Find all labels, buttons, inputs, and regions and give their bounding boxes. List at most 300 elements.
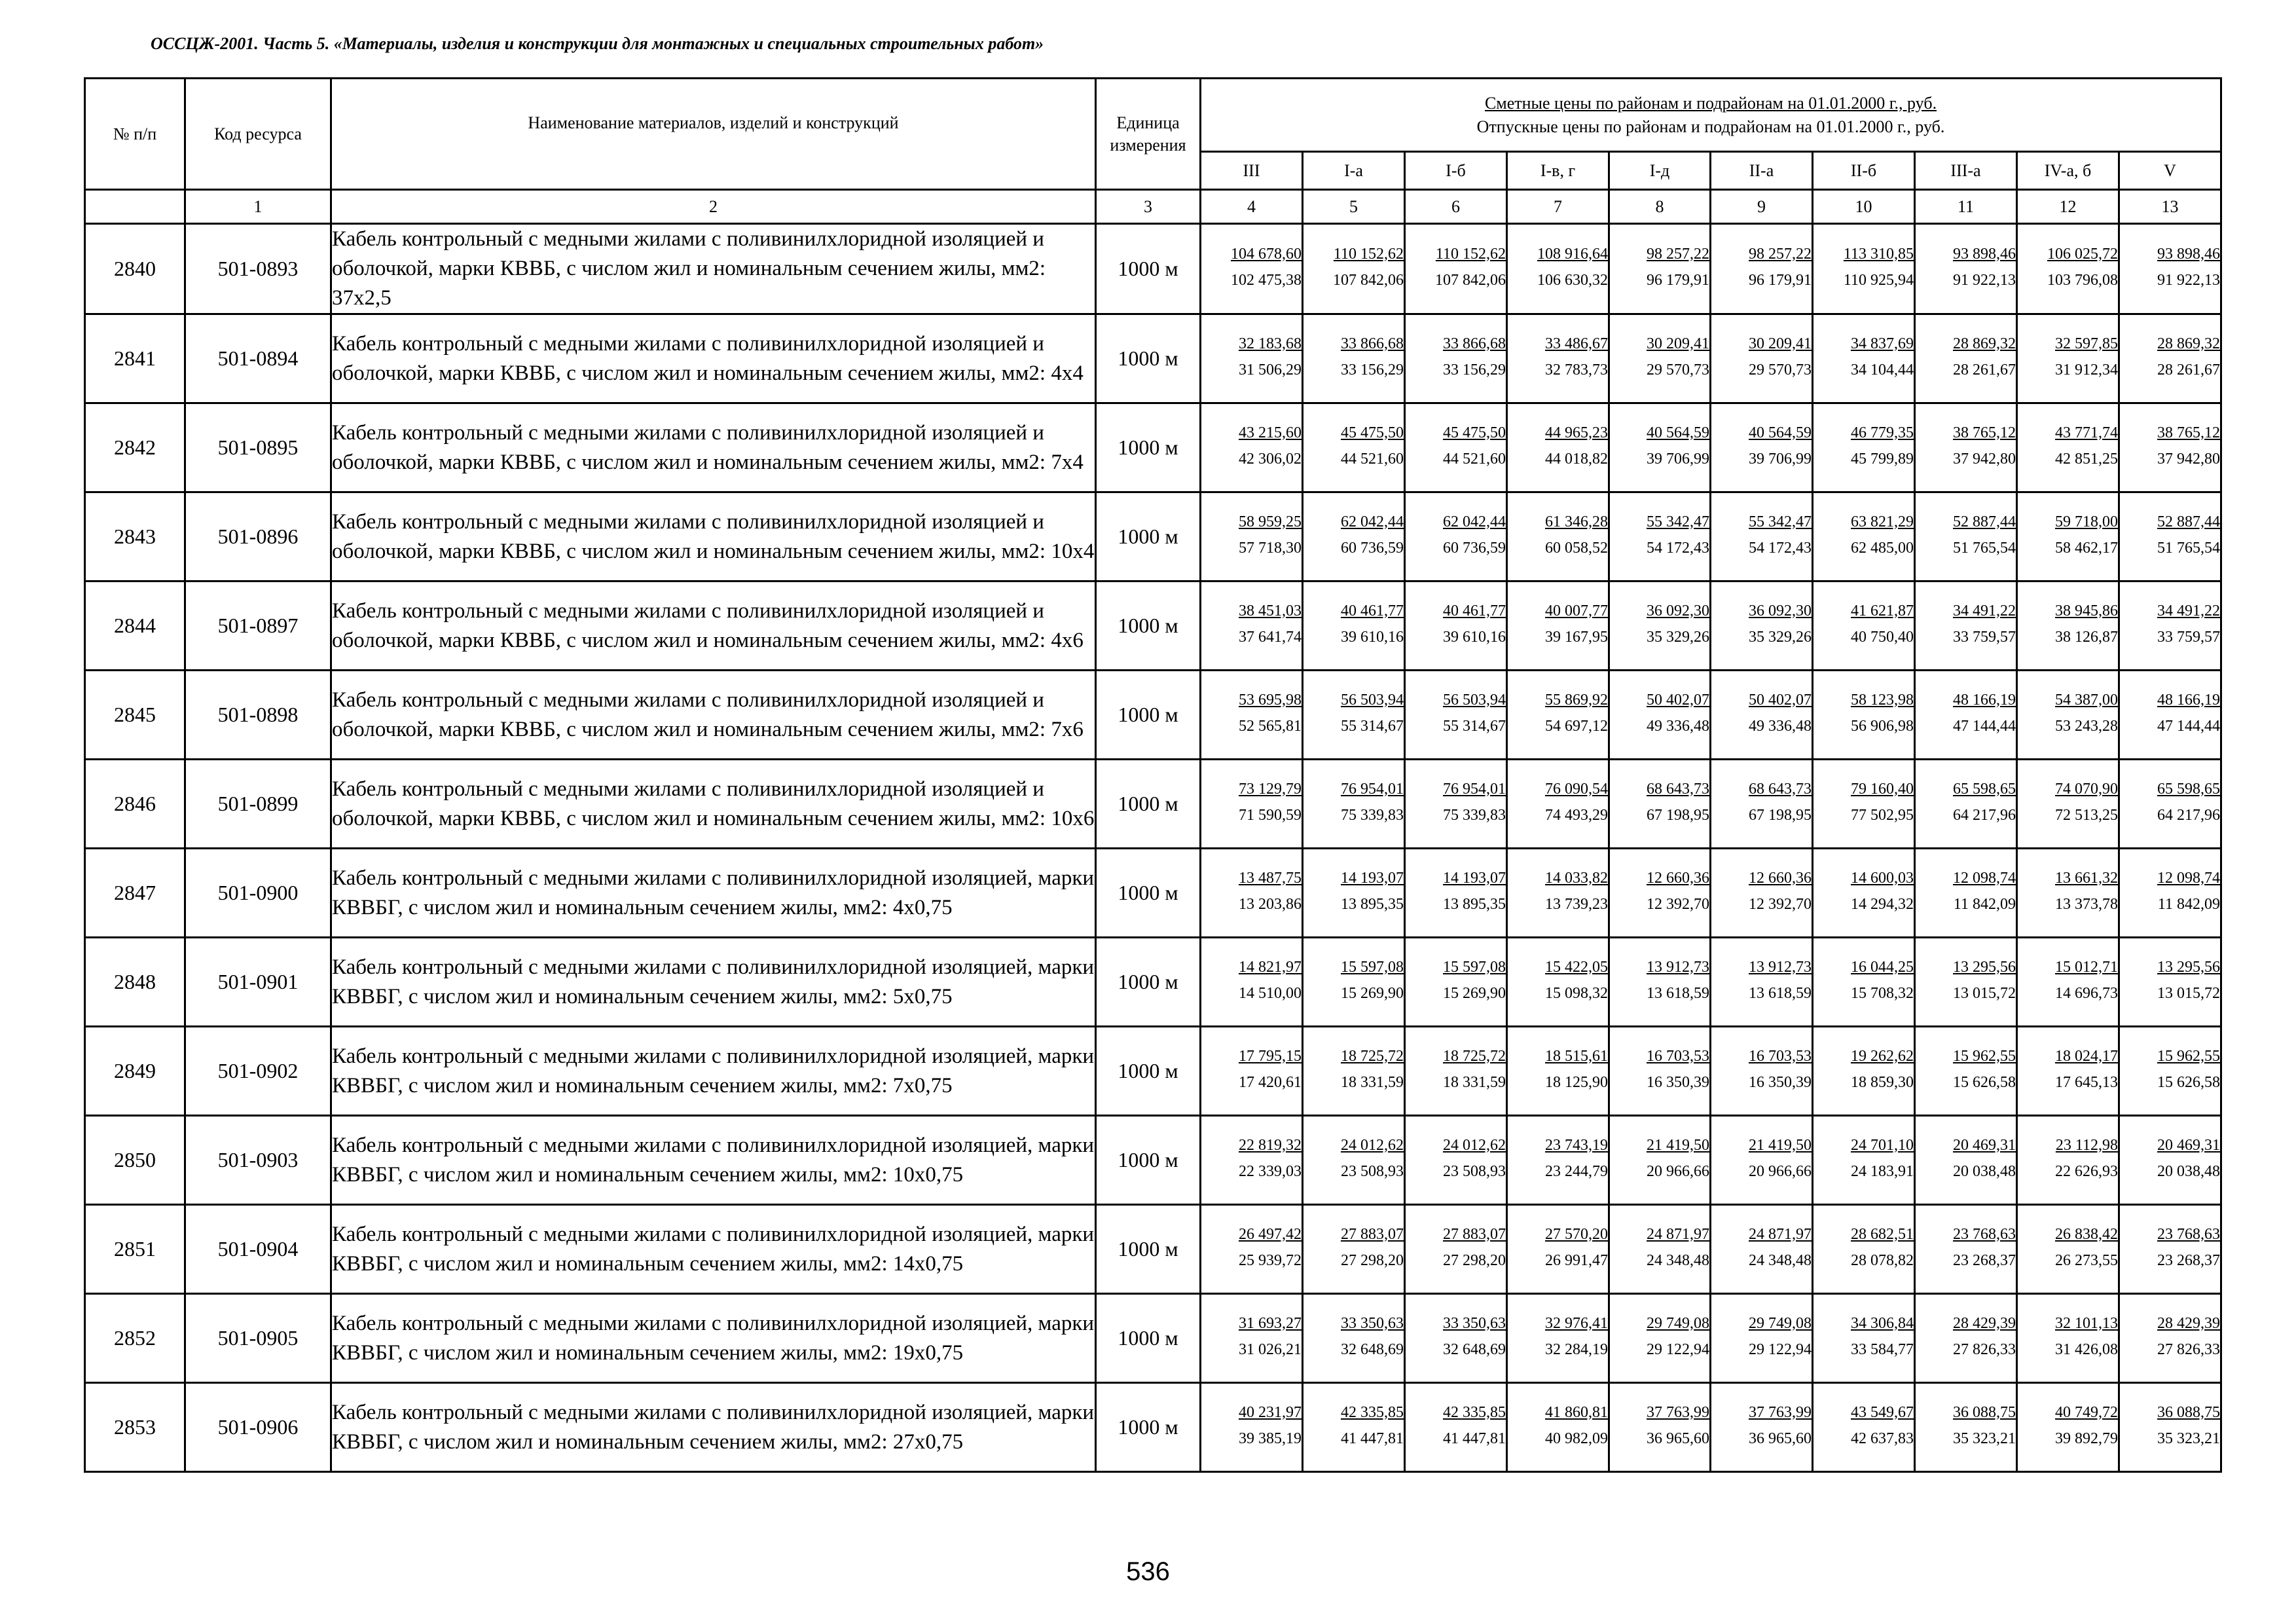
estimated-price: 40 007,77 [1545, 602, 1608, 619]
estimated-price: 23 768,63 [1953, 1225, 2016, 1243]
resource-code: 501-0895 [185, 403, 331, 492]
price-cell [1609, 760, 1711, 849]
price-cell [1813, 1205, 1915, 1294]
release-price: 16 350,39 [1749, 1073, 1812, 1091]
estimated-price: 40 564,59 [1749, 424, 1812, 441]
price-cell [1201, 760, 1303, 849]
material-name: Кабель контрольный с медными жилами с поливинилхлоридной изоляцией и оболочкой, марки КВВБ, с числом жил и номинальным сечением жилы, мм2: 37х2,5 [331, 224, 1096, 314]
price-cell [2119, 1383, 2221, 1472]
unit-of-measure: 1000 м [1096, 1116, 1201, 1205]
release-price: 58 462,17 [2055, 539, 2118, 557]
estimated-price: 21 419,50 [1749, 1136, 1812, 1154]
release-price: 51 765,54 [1953, 539, 2016, 557]
price-cell [1915, 581, 2017, 671]
column-number: 7 [1507, 190, 1609, 224]
estimated-price: 20 469,31 [2157, 1136, 2221, 1154]
release-price: 14 294,32 [1851, 895, 1914, 913]
col-header-npp: № п/п [85, 79, 185, 190]
release-price: 13 618,59 [1647, 984, 1709, 1002]
release-price: 29 570,73 [1749, 361, 1812, 378]
release-price: 107 842,06 [1435, 271, 1506, 289]
estimated-price: 36 088,75 [2157, 1403, 2221, 1421]
price-table [84, 77, 2222, 1473]
release-price: 42 637,83 [1851, 1430, 1914, 1447]
price-cell [1711, 581, 1813, 671]
release-price: 17 645,13 [2055, 1073, 2118, 1091]
estimated-price: 110 152,62 [1333, 245, 1404, 263]
price-cell [1711, 849, 1813, 938]
resource-code: 501-0904 [185, 1205, 331, 1294]
price-cell [1915, 1294, 2017, 1383]
release-price: 12 392,70 [1647, 895, 1709, 913]
price-cell [1711, 671, 1813, 760]
price-cell [1609, 849, 1711, 938]
price-cell [1507, 224, 1609, 314]
price-cell [1711, 938, 1813, 1027]
release-price: 47 144,44 [2157, 717, 2221, 735]
estimated-price: 43 215,60 [1239, 424, 1302, 441]
estimated-price: 28 429,39 [2157, 1314, 2221, 1332]
release-price: 77 502,95 [1851, 806, 1914, 824]
estimated-price: 58 959,25 [1239, 513, 1302, 530]
price-cell [1609, 492, 1711, 581]
price-cell [1405, 938, 1507, 1027]
release-price: 41 447,81 [1341, 1430, 1404, 1447]
price-cell [1405, 314, 1507, 403]
table-row [85, 938, 2221, 1027]
estimated-price: 55 342,47 [1647, 513, 1709, 530]
row-number: 2847 [85, 849, 185, 938]
release-price: 37 942,80 [1953, 450, 2016, 468]
release-price: 96 179,91 [1647, 271, 1709, 289]
material-name: Кабель контрольный с медными жилами с поливинилхлоридной изоляцией, марки КВВБГ, с числом жил и номинальным сечением жилы, мм2: 7х0,75 [331, 1027, 1096, 1116]
price-cell [2017, 314, 2119, 403]
estimated-price: 40 749,72 [2055, 1403, 2118, 1421]
release-price: 31 026,21 [1239, 1340, 1302, 1358]
estimated-price: 27 883,07 [1341, 1225, 1404, 1243]
estimated-price: 32 976,41 [1545, 1314, 1608, 1332]
column-number: 8 [1609, 190, 1711, 224]
price-cell [2119, 849, 2221, 938]
release-price: 53 243,28 [2055, 717, 2118, 735]
release-price: 49 336,48 [1647, 717, 1709, 735]
estimated-price: 98 257,22 [1749, 245, 1812, 263]
release-price: 23 508,93 [1443, 1162, 1506, 1180]
release-price: 23 268,37 [1953, 1251, 2016, 1269]
price-cell [1813, 1116, 1915, 1205]
price-cell [1201, 492, 1303, 581]
estimated-price: 16 703,53 [1647, 1047, 1709, 1065]
material-name: Кабель контрольный с медными жилами с поливинилхлоридной изоляцией и оболочкой, марки КВВБ, с числом жил и номинальным сечением жилы, мм2: 7х6 [331, 671, 1096, 760]
release-price: 13 895,35 [1341, 895, 1404, 913]
estimated-price: 68 643,73 [1647, 780, 1709, 798]
estimated-price: 73 129,79 [1239, 780, 1302, 798]
estimated-price: 15 962,55 [2157, 1047, 2221, 1065]
row-number: 2841 [85, 314, 185, 403]
release-price: 20 038,48 [2157, 1162, 2221, 1180]
estimated-price: 13 487,75 [1239, 869, 1302, 887]
price-cell [1507, 1294, 1609, 1383]
release-price: 18 331,59 [1443, 1073, 1506, 1091]
page-number: 536 [1126, 1557, 1170, 1586]
price-cell [2119, 403, 2221, 492]
release-price: 41 447,81 [1443, 1430, 1506, 1447]
release-price: 17 420,61 [1239, 1073, 1302, 1091]
price-cell [1813, 403, 1915, 492]
estimated-price: 28 429,39 [1953, 1314, 2016, 1332]
estimated-price: 13 661,32 [2055, 869, 2118, 887]
release-price: 32 783,73 [1545, 361, 1608, 378]
row-number: 2853 [85, 1383, 185, 1472]
release-price: 12 392,70 [1749, 895, 1812, 913]
estimated-price: 37 763,99 [1749, 1403, 1812, 1421]
estimated-price: 43 771,74 [2055, 424, 2118, 441]
release-price: 15 269,90 [1443, 984, 1506, 1002]
estimated-price: 98 257,22 [1647, 245, 1709, 263]
column-number: 10 [1813, 190, 1915, 224]
release-price: 15 269,90 [1341, 984, 1404, 1002]
document-header: ОССЦЖ-2001. Часть 5. «Материалы, изделия и конструкции для монтажных и специальных строительных работ» [151, 34, 1044, 53]
price-cell [1609, 938, 1711, 1027]
column-number: 6 [1405, 190, 1507, 224]
column-number: 9 [1711, 190, 1813, 224]
estimated-price: 104 678,60 [1231, 245, 1302, 263]
estimated-price: 18 024,17 [2055, 1047, 2118, 1065]
region-header: III [1201, 152, 1303, 190]
release-price: 60 058,52 [1545, 539, 1608, 557]
release-price: 23 508,93 [1341, 1162, 1404, 1180]
release-price: 39 385,19 [1239, 1430, 1302, 1447]
release-price: 20 038,48 [1953, 1162, 2016, 1180]
release-price: 42 851,25 [2055, 450, 2118, 468]
estimated-price: 44 965,23 [1545, 424, 1608, 441]
estimated-price: 40 231,97 [1239, 1403, 1302, 1421]
price-cell [1507, 1027, 1609, 1116]
unit-of-measure: 1000 м [1096, 760, 1201, 849]
unit-of-measure: 1000 м [1096, 938, 1201, 1027]
estimated-price: 38 765,12 [2157, 424, 2221, 441]
table-row [85, 849, 2221, 938]
price-cell [1303, 849, 1405, 938]
row-number: 2843 [85, 492, 185, 581]
price-cell [1303, 581, 1405, 671]
release-price: 35 329,26 [1749, 628, 1812, 646]
estimated-price: 76 954,01 [1443, 780, 1506, 798]
price-cell [2017, 1027, 2119, 1116]
col-header-prices [1201, 79, 2221, 152]
region-header: V [2119, 152, 2221, 190]
estimated-price: 34 491,22 [2157, 602, 2221, 619]
table-row [85, 1383, 2221, 1472]
estimated-price: 58 123,98 [1851, 691, 1914, 709]
release-price: 51 765,54 [2157, 539, 2221, 557]
estimated-price: 36 088,75 [1953, 1403, 2016, 1421]
material-name: Кабель контрольный с медными жилами с поливинилхлоридной изоляцией и оболочкой, марки КВВБ, с числом жил и номинальным сечением жилы, мм2: 10х6 [331, 760, 1096, 849]
price-cell [2119, 492, 2221, 581]
estimated-price: 30 209,41 [1647, 335, 1709, 352]
estimated-price: 31 693,27 [1239, 1314, 1302, 1332]
price-cell [1507, 314, 1609, 403]
price-cell [2017, 671, 2119, 760]
estimated-price: 14 033,82 [1545, 869, 1608, 887]
release-price: 103 796,08 [2047, 271, 2118, 289]
price-cell [1507, 938, 1609, 1027]
resource-code: 501-0896 [185, 492, 331, 581]
release-price: 40 982,09 [1545, 1430, 1608, 1447]
release-price: 29 122,94 [1749, 1340, 1812, 1358]
release-price: 37 942,80 [2157, 450, 2221, 468]
estimated-price: 43 549,67 [1851, 1403, 1914, 1421]
estimated-price: 41 621,87 [1851, 602, 1914, 619]
region-header: I-в, г [1507, 152, 1609, 190]
price-cell [1915, 760, 2017, 849]
price-cell [1303, 1205, 1405, 1294]
price-cell [1405, 1205, 1507, 1294]
price-cell [1813, 224, 1915, 314]
release-price: 28 261,67 [2157, 361, 2221, 378]
estimated-price: 28 682,51 [1851, 1225, 1914, 1243]
estimated-price: 108 916,64 [1537, 245, 1608, 263]
price-cell [1609, 1383, 1711, 1472]
estimated-price: 41 860,81 [1545, 1403, 1608, 1421]
release-price: 33 759,57 [1953, 628, 2016, 646]
estimated-price: 26 497,42 [1239, 1225, 1302, 1243]
estimated-price: 34 306,84 [1851, 1314, 1914, 1332]
release-price: 28 078,82 [1851, 1251, 1914, 1269]
release-price: 29 570,73 [1647, 361, 1709, 378]
estimated-price: 14 821,97 [1239, 958, 1302, 976]
release-price: 110 925,94 [1843, 271, 1914, 289]
estimated-price: 93 898,46 [2157, 245, 2221, 263]
estimated-price: 19 262,62 [1851, 1047, 1914, 1065]
release-price: 13 203,86 [1239, 895, 1302, 913]
release-price: 24 348,48 [1647, 1251, 1709, 1269]
row-number: 2850 [85, 1116, 185, 1205]
prices-estimate-caption: Сметные цены по районам и подрайонам на 01.01.2000 г., руб. [1484, 93, 1937, 113]
release-price: 16 350,39 [1647, 1073, 1709, 1091]
release-price: 72 513,25 [2055, 806, 2118, 824]
estimated-price: 28 869,32 [1953, 335, 2016, 352]
unit-of-measure: 1000 м [1096, 1383, 1201, 1472]
price-cell [1507, 671, 1609, 760]
estimated-price: 16 044,25 [1851, 958, 1914, 976]
release-price: 25 939,72 [1239, 1251, 1302, 1269]
table-row [85, 403, 2221, 492]
estimated-price: 56 503,94 [1341, 691, 1404, 709]
estimated-price: 56 503,94 [1443, 691, 1506, 709]
price-cell [1201, 671, 1303, 760]
estimated-price: 18 725,72 [1341, 1047, 1404, 1065]
price-cell [2119, 1205, 2221, 1294]
estimated-price: 76 954,01 [1341, 780, 1404, 798]
price-cell [1405, 671, 1507, 760]
price-cell [1915, 1205, 2017, 1294]
release-price: 27 826,33 [1953, 1340, 2016, 1358]
estimated-price: 33 350,63 [1341, 1314, 1404, 1332]
price-cell [1303, 1383, 1405, 1472]
release-price: 39 706,99 [1749, 450, 1812, 468]
unit-of-measure: 1000 м [1096, 224, 1201, 314]
release-price: 39 706,99 [1647, 450, 1709, 468]
price-cell [1711, 403, 1813, 492]
release-price: 13 015,72 [1953, 984, 2016, 1002]
price-cell [1507, 403, 1609, 492]
price-cell [1609, 671, 1711, 760]
estimated-price: 15 597,08 [1443, 958, 1506, 976]
price-cell [1201, 1383, 1303, 1472]
price-cell [1507, 581, 1609, 671]
unit-of-measure: 1000 м [1096, 1205, 1201, 1294]
release-price: 13 739,23 [1545, 895, 1608, 913]
price-cell [1915, 1116, 2017, 1205]
price-cell [1405, 403, 1507, 492]
release-price: 64 217,96 [2157, 806, 2221, 824]
table-row [85, 671, 2221, 760]
release-price: 44 018,82 [1545, 450, 1608, 468]
region-header: II-б [1813, 152, 1915, 190]
table-row [85, 1205, 2221, 1294]
material-name: Кабель контрольный с медными жилами с поливинилхлоридной изоляцией, марки КВВБГ, с числом жил и номинальным сечением жилы, мм2: 10х0,75 [331, 1116, 1096, 1205]
release-price: 45 799,89 [1851, 450, 1914, 468]
price-cell [1915, 403, 2017, 492]
release-price: 36 965,60 [1749, 1430, 1812, 1447]
estimated-price: 62 042,44 [1443, 513, 1506, 530]
release-price: 56 906,98 [1851, 717, 1914, 735]
unit-of-measure: 1000 м [1096, 671, 1201, 760]
release-price: 15 098,32 [1545, 984, 1608, 1002]
estimated-price: 24 871,97 [1647, 1225, 1709, 1243]
price-cell [1303, 671, 1405, 760]
release-price: 11 842,09 [1953, 895, 2016, 913]
table-row [85, 581, 2221, 671]
price-cell [1507, 849, 1609, 938]
release-price: 102 475,38 [1231, 271, 1302, 289]
price-cell [1813, 1027, 1915, 1116]
release-price: 60 736,59 [1443, 539, 1506, 557]
price-cell [2017, 224, 2119, 314]
estimated-price: 36 092,30 [1647, 602, 1709, 619]
price-cell [1201, 1027, 1303, 1116]
release-price: 32 648,69 [1341, 1340, 1404, 1358]
estimated-price: 23 743,19 [1545, 1136, 1608, 1154]
price-cell [1813, 1294, 1915, 1383]
release-price: 27 826,33 [2157, 1340, 2221, 1358]
release-price: 91 922,13 [2157, 271, 2221, 289]
price-cell [2119, 1116, 2221, 1205]
price-cell [2119, 1027, 2221, 1116]
release-price: 74 493,29 [1545, 806, 1608, 824]
release-price: 60 736,59 [1341, 539, 1404, 557]
release-price: 35 329,26 [1647, 628, 1709, 646]
price-cell [1303, 1294, 1405, 1383]
estimated-price: 12 098,74 [1953, 869, 2016, 887]
unit-of-measure: 1000 м [1096, 314, 1201, 403]
estimated-price: 59 718,00 [2055, 513, 2118, 530]
price-cell [1813, 581, 1915, 671]
estimated-price: 33 866,68 [1443, 335, 1506, 352]
price-cell [1303, 760, 1405, 849]
estimated-price: 27 883,07 [1443, 1225, 1506, 1243]
column-number: 11 [1915, 190, 2017, 224]
row-number: 2848 [85, 938, 185, 1027]
estimated-price: 110 152,62 [1435, 245, 1506, 263]
release-price: 54 697,12 [1545, 717, 1608, 735]
release-price: 32 284,19 [1545, 1340, 1608, 1358]
estimated-price: 15 422,05 [1545, 958, 1608, 976]
price-cell [2017, 403, 2119, 492]
estimated-price: 54 387,00 [2055, 691, 2118, 709]
release-price: 75 339,83 [1443, 806, 1506, 824]
price-cell [2119, 671, 2221, 760]
price-cell [1303, 1027, 1405, 1116]
release-price: 36 965,60 [1647, 1430, 1709, 1447]
release-price: 26 991,47 [1545, 1251, 1608, 1269]
price-cell [1813, 1383, 1915, 1472]
estimated-price: 18 725,72 [1443, 1047, 1506, 1065]
release-price: 67 198,95 [1749, 806, 1812, 824]
price-cell [1303, 938, 1405, 1027]
unit-of-measure: 1000 м [1096, 403, 1201, 492]
price-cell [1405, 1294, 1507, 1383]
col-header-name: Наименование материалов, изделий и конструкций [331, 79, 1096, 190]
price-cell [1405, 760, 1507, 849]
price-cell [1303, 314, 1405, 403]
price-cell [1201, 403, 1303, 492]
release-price: 33 156,29 [1443, 361, 1506, 378]
estimated-price: 65 598,65 [1953, 780, 2016, 798]
price-cell [1711, 1205, 1813, 1294]
estimated-price: 40 461,77 [1443, 602, 1506, 619]
column-number: 3 [1096, 190, 1201, 224]
release-price: 15 626,58 [1953, 1073, 2016, 1091]
release-price: 54 172,43 [1647, 539, 1709, 557]
material-name: Кабель контрольный с медными жилами с поливинилхлоридной изоляцией и оболочкой, марки КВВБ, с числом жил и номинальным сечением жилы, мм2: 7х4 [331, 403, 1096, 492]
estimated-price: 61 346,28 [1545, 513, 1608, 530]
release-price: 107 842,06 [1333, 271, 1404, 289]
estimated-price: 33 866,68 [1341, 335, 1404, 352]
release-price: 15 708,32 [1851, 984, 1914, 1002]
material-name: Кабель контрольный с медными жилами с поливинилхлоридной изоляцией и оболочкой, марки КВВБ, с числом жил и номинальным сечением жилы, мм2: 4х4 [331, 314, 1096, 403]
release-price: 38 126,87 [2055, 628, 2118, 646]
release-price: 96 179,91 [1749, 271, 1812, 289]
release-price: 34 104,44 [1851, 361, 1914, 378]
price-cell [1813, 938, 1915, 1027]
release-price: 13 015,72 [2157, 984, 2221, 1002]
estimated-price: 12 660,36 [1647, 869, 1709, 887]
price-cell [1609, 314, 1711, 403]
release-price: 23 244,79 [1545, 1162, 1608, 1180]
resource-code: 501-0906 [185, 1383, 331, 1472]
release-price: 24 183,91 [1851, 1162, 1914, 1180]
release-price: 64 217,96 [1953, 806, 2016, 824]
estimated-price: 50 402,07 [1749, 691, 1812, 709]
release-price: 49 336,48 [1749, 717, 1812, 735]
release-price: 28 261,67 [1953, 361, 2016, 378]
estimated-price: 76 090,54 [1545, 780, 1608, 798]
estimated-price: 15 962,55 [1953, 1047, 2016, 1065]
resource-code: 501-0894 [185, 314, 331, 403]
table-row [85, 314, 2221, 403]
release-price: 18 125,90 [1545, 1073, 1608, 1091]
price-cell [1915, 938, 2017, 1027]
estimated-price: 79 160,40 [1851, 780, 1914, 798]
unit-of-measure: 1000 м [1096, 1294, 1201, 1383]
price-cell [1711, 1116, 1813, 1205]
price-cell [1915, 492, 2017, 581]
release-price: 14 696,73 [2055, 984, 2118, 1002]
estimated-price: 29 749,08 [1647, 1314, 1709, 1332]
estimated-price: 65 598,65 [2157, 780, 2221, 798]
